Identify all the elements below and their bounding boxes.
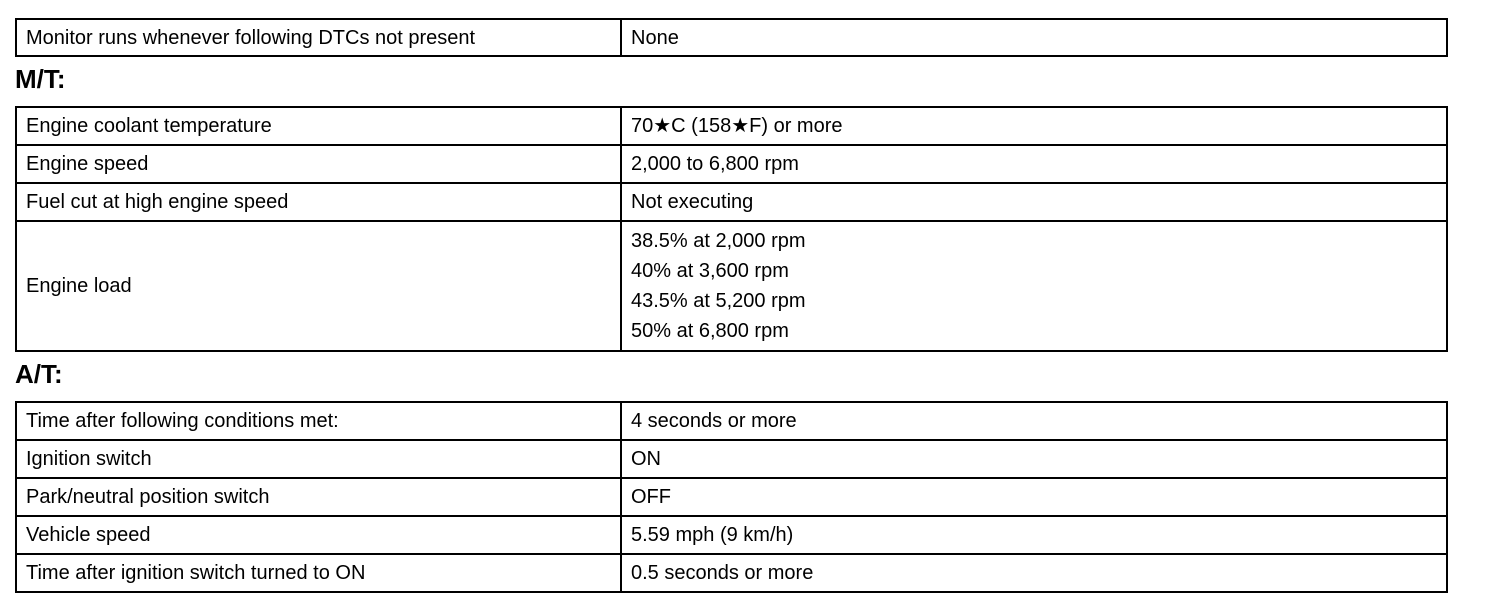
row-label: Engine coolant temperature — [16, 107, 621, 145]
at-heading: A/T: — [15, 359, 63, 389]
table-row — [16, 183, 1447, 221]
row-label: Engine speed — [16, 145, 621, 183]
table-row — [16, 19, 1447, 56]
engine-load-value: 38.5% at 2,000 rpm — [631, 230, 806, 252]
table-row — [16, 478, 1447, 516]
mt-heading: M/T: — [15, 64, 66, 94]
row-value: 2,000 to 6,800 rpm — [621, 145, 1447, 183]
engine-load-value: 40% at 3,600 rpm — [631, 260, 789, 282]
engine-load-value: 50% at 6,800 rpm — [631, 320, 789, 342]
row-value: Not executing — [621, 183, 1447, 221]
row-label: Ignition switch — [16, 440, 621, 478]
dtc-condition-table — [15, 18, 1448, 57]
row-label: Engine load — [16, 221, 621, 351]
row-value: 4 seconds or more — [621, 402, 1447, 440]
row-label: Fuel cut at high engine speed — [16, 183, 621, 221]
row-label: Monitor runs whenever following DTCs not present — [16, 19, 621, 56]
engine-load-value: 43.5% at 5,200 rpm — [631, 290, 806, 312]
row-value: ON — [621, 440, 1447, 478]
row-label: Time after ignition switch turned to ON — [16, 554, 621, 592]
row-value: None — [621, 19, 1447, 56]
row-value: 0.5 seconds or more — [621, 554, 1447, 592]
table-row — [16, 554, 1447, 592]
row-value: OFF — [621, 478, 1447, 516]
table-row — [16, 221, 1447, 351]
row-value: 70★C (158★F) or more — [621, 107, 1447, 145]
mt-conditions-table — [15, 106, 1448, 352]
row-value: 5.59 mph (9 km/h) — [621, 516, 1447, 554]
table-row — [16, 145, 1447, 183]
row-label: Park/neutral position switch — [16, 478, 621, 516]
table-row — [16, 516, 1447, 554]
engine-load-values — [621, 221, 1447, 351]
table-row — [16, 402, 1447, 440]
row-label: Vehicle speed — [16, 516, 621, 554]
row-label: Time after following conditions met: — [16, 402, 621, 440]
table-row — [16, 107, 1447, 145]
table-row — [16, 440, 1447, 478]
at-conditions-table — [15, 401, 1448, 593]
